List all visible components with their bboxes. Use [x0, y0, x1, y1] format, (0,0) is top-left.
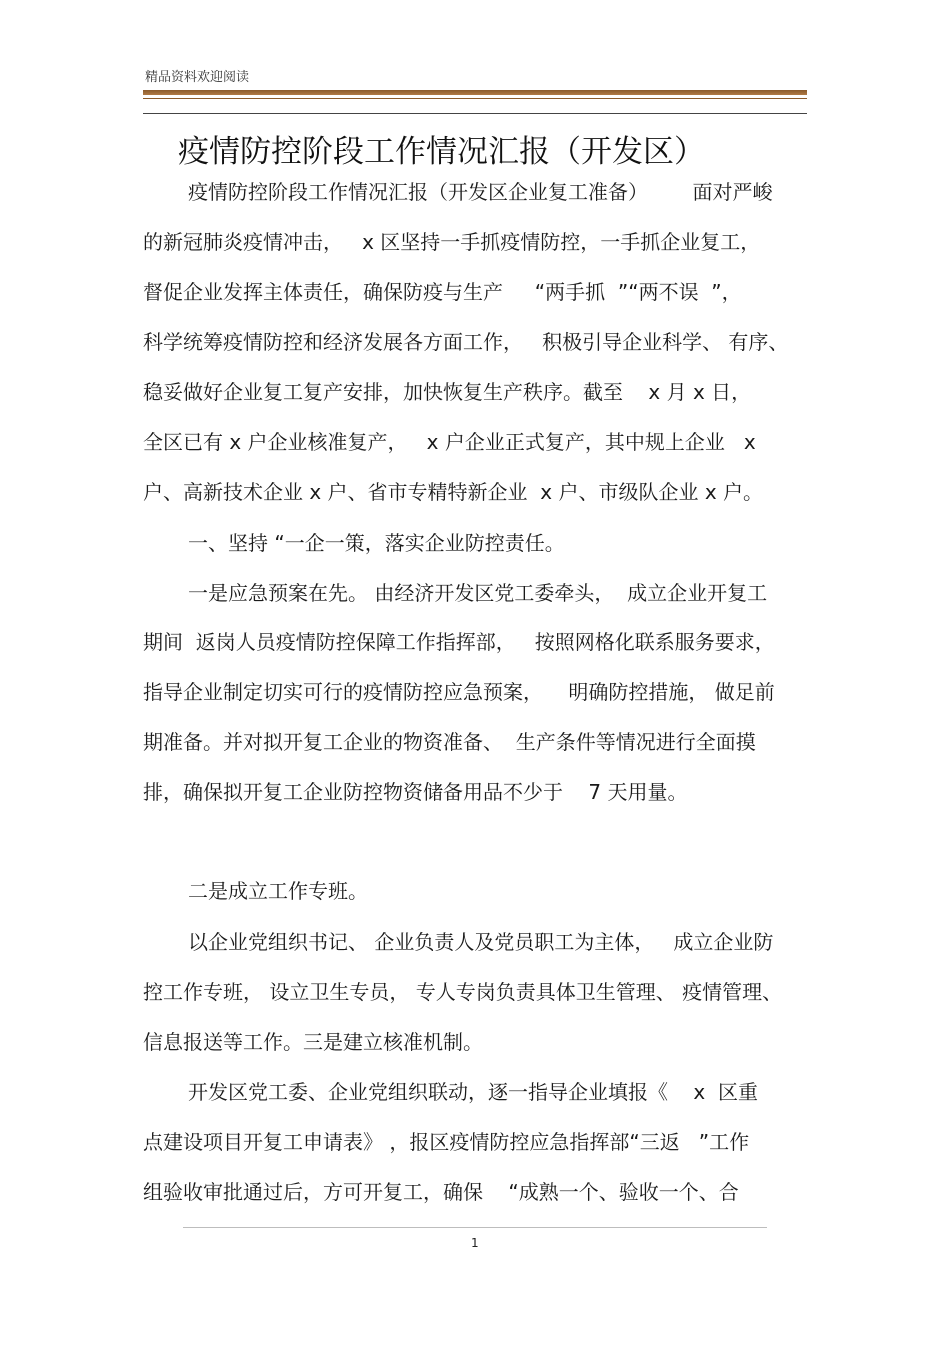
body-line: 督促企业发挥主体责任，确保防疫与生产 “两手抓 ”“两不误 ”， [143, 280, 742, 304]
body-line: 疫情防控阶段工作情况汇报（开发区企业复工准备） 面对严峻 [188, 180, 773, 204]
body-line: 科学统筹疫情防控和经济发展各方面工作， 积极引导企业科学、 有序、 [143, 330, 789, 354]
body-line: 期间 返岗人员疫情防控保障工作指挥部， 按照网格化联系服务要求， [143, 630, 775, 654]
body-line: 控工作专班， 设立卫生专员， 专人专岗负责具体卫生管理、 疫情管理、 [143, 980, 783, 1004]
body-line: 点建设项目开复工申请表》 ，报区疫情防控应急指挥部“三返 ”工作 [143, 1130, 750, 1154]
header-rule-thick [143, 90, 807, 95]
page-number: 1 [471, 1236, 479, 1250]
header-rule-thin [143, 98, 807, 99]
body-line: 指导企业制定切实可行的疫情防控应急预案， 明确防控措施， 做足前 [143, 680, 775, 704]
body-line: 二是成立工作专班。 [188, 879, 368, 903]
footer-rule [183, 1227, 767, 1228]
body-line: 以企业党组织书记、 企业负责人及党员职工为主体， 成立企业防 [188, 930, 774, 954]
header-rule-bottom [143, 113, 807, 114]
body-line: 开发区党工委、企业党组织联动，逐一指导企业填报《 x 区重 [188, 1080, 758, 1104]
body-line: 全区已有 x 户企业核准复产， x 户企业正式复产，其中规上企业 x [143, 430, 756, 454]
body-line: 一是应急预案在先。 由经济开发区党工委牵头， 成立企业开复工 [188, 581, 768, 605]
body-line: 稳妥做好企业复工复产安排，加快恢复生产秩序。截至 x 月 x 日， [143, 380, 752, 404]
body-line: 期准备。并对拟开复工企业的物资准备、 生产条件等情况进行全面摸 [143, 730, 756, 754]
document-title: 疫情防控阶段工作情况汇报（开发区） [178, 134, 705, 170]
section-heading: 一、坚持 “一企一策，落实企业防控责任。 [188, 531, 565, 555]
body-line: 排，确保拟开复工企业防控物资储备用品不少于 7 天用量。 [143, 780, 688, 804]
body-line: 信息报送等工作。三是建立核准机制。 [143, 1030, 483, 1054]
body-line: 户、高新技术企业 x 户、省市专精特新企业 x 户、市级队企业 x 户。 [143, 480, 764, 504]
header-caption: 精品资料欢迎阅读 [145, 70, 250, 85]
body-line: 的新冠肺炎疫情冲击， x 区坚持一手抓疫情防控，一手抓企业复工， [143, 230, 761, 254]
body-line: 组验收审批通过后，方可开复工，确保 “成熟一个、验收一个、合 [143, 1180, 739, 1204]
